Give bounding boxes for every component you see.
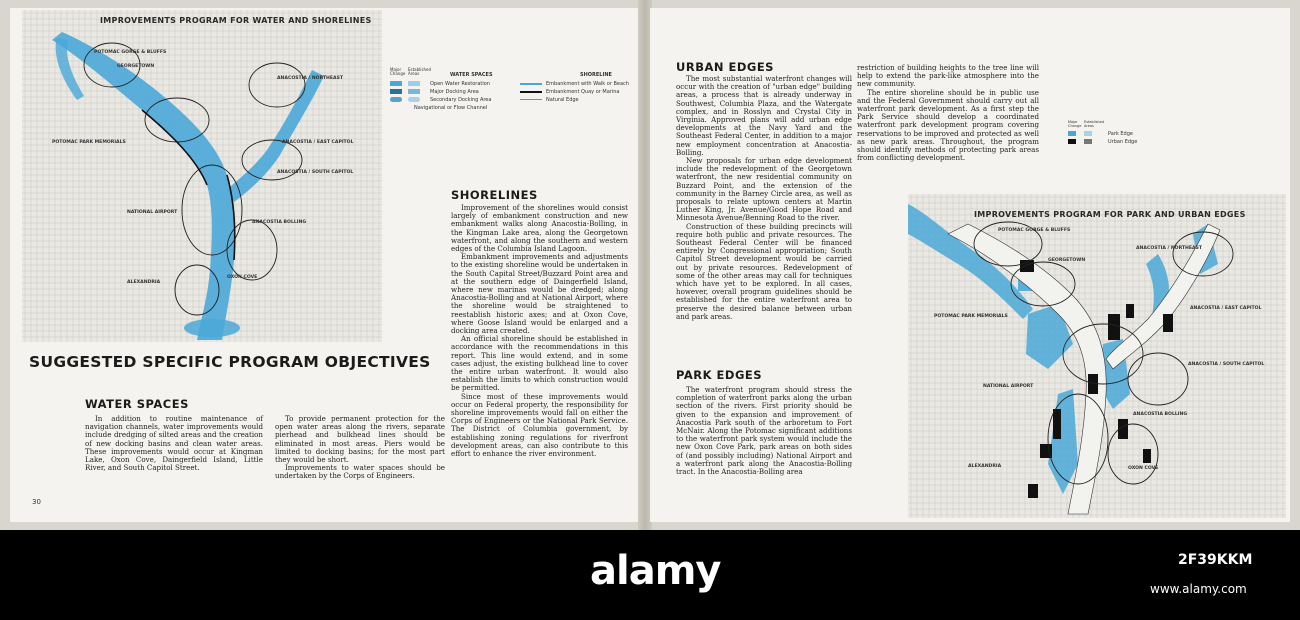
paragraph: The entire shoreline should be in public use and the Federal Government should carry out all waterfront park development. As a first step the Park Service should develop a coordinated waterfront park development program covering reservations to be improved and protected as well as new park areas. Throughout, the program should identify methods of protecting park areas from conflicting development. [857, 87, 1039, 163]
map-label: ANACOSTIA / SOUTH CAPITOL [277, 170, 354, 175]
left-page [10, 8, 640, 522]
map-label: OXON COVE [1128, 466, 1159, 471]
map-label: ANACOSTIA BOLLING [252, 220, 307, 225]
legend-water-item: Navigational or Flow Channel [414, 105, 488, 111]
map-label: NATIONAL AIRPORT [983, 384, 1034, 389]
brand-url: www.alamy.com [1150, 582, 1247, 596]
paragraph: An official shoreline should be established in accordance with the recommendations in this report. This line would extend, and in some cases adjust, the existing bulkhead line to cover the entire urban waterfront. It would also establish the limits to which construction would be permitted. [451, 334, 628, 393]
map-label: POTOMAC PARK MEMORIALS [52, 140, 126, 145]
paragraph: restriction of building heights to the tree line will help to extend the park-like atmosphere into the new community. [857, 63, 1039, 89]
legend-shore-item: Embankment Quay or Marina [546, 89, 620, 95]
legend-swatch [390, 81, 402, 86]
water-map-legend [390, 68, 640, 128]
shorelines-heading: SHORELINES [451, 188, 538, 202]
map-label: ANACOSTIA / NORTHEAST [1136, 246, 1203, 251]
map-label: NATIONAL AIRPORT [127, 210, 178, 215]
paragraph: Improvements to water spaces should be undertaken by the Corps of Engineers. [275, 463, 445, 481]
water-shorelines-map [22, 10, 382, 342]
legend-swatch [408, 89, 420, 94]
legend-line [520, 83, 542, 85]
legend-shore-item: Embankment with Walk or Beach [546, 81, 629, 87]
legend-swatch [1084, 131, 1092, 136]
page-number: 30 [32, 498, 41, 506]
map-label: ANACOSTIA / NORTHEAST [277, 76, 344, 81]
legend-water-item: Secondary Docking Area [430, 97, 492, 103]
legend-swatch [1084, 139, 1092, 144]
legend-line [520, 91, 542, 93]
watermark-band [0, 530, 1300, 620]
legend-swatch [1068, 139, 1076, 144]
map-label: POTOMAC GORGE & BLUFFS [94, 50, 167, 55]
map-label: GEORGETOWN [117, 64, 155, 69]
paragraph: To provide permanent protection for the open water areas along the rivers, separate pierhead and bulkhead lines should be eliminated in most areas. Piers would be limited to docking basins; for the most part they would be short. [275, 414, 445, 465]
paragraph: Embankment improvements and adjustments to the existing shoreline would be undertaken in the South Capital Street/Buzzard Point area and at the southern edge of Daingerfield Island, where new marinas would be dredged; along Anacostia-Bolling and at National Airport, where the shoreline would be straightened to reestablish historic axes; and at Oxon Cove, where Goose Island would be enlarged and a docking area created. [451, 252, 628, 336]
map-label: ANACOSTIA / EAST CAPITOL [282, 140, 354, 145]
legend-col-header: Major Change [1068, 120, 1082, 128]
legend-swatch [408, 97, 420, 102]
legend-swatch [390, 89, 402, 94]
map-label: ALEXANDRIA [127, 280, 161, 285]
park-urban-edges-map [908, 194, 1286, 518]
paragraph: Since most of these improvements would occur on Federal property, the responsibility for shoreline improvements would fall on either the Corps of Engineers or the National Park Service. The District of Columbia government, by establishing zoning regulations for riverfront development areas, can also contribute to this effort to enhance the river environment. [451, 391, 628, 459]
shorelines-text [451, 204, 628, 458]
map-label: POTOMAC GORGE & BLUFFS [998, 228, 1071, 233]
paragraph: In addition to routine maintenance of navigation channels, water improvements would include dredging of silted areas and the creation of new docking basins and clean water areas. These improvements would occur at Kingman Lake, Oxon Cove, Daingerfield Island, Little River, and South Capitol Street. [85, 414, 263, 473]
map-label: ANACOSTIA / EAST CAPITOL [1190, 306, 1262, 311]
legend-water-heading: WATER SPACES [450, 72, 493, 78]
legend-col-header: Established Areas [408, 67, 432, 76]
legend-swatch [1068, 131, 1076, 136]
water-spaces-col1 [85, 415, 263, 472]
map-label: ALEXANDRIA [968, 464, 1002, 469]
park-map-drawing [908, 194, 1286, 518]
program-objectives-heading: SUGGESTED SPECIFIC PROGRAM OBJECTIVES [29, 353, 431, 371]
image-id: 2F39KKM [1178, 552, 1253, 568]
water-spaces-col2 [275, 415, 445, 481]
paragraph: The waterfront program should stress the completion of waterfront parks along the urban section of the rivers. First priority should be given to the expansion and improvement of Anacostia Park south of the arboretum to Fort McNair. Along the Potomac significant additions to the waterfront park system would include the new Oxon Cove Park, park areas on both sides of (and possibly including) National Airport and a waterfront park along the Anacostia-Bolling tract. In the Anacostia-Bolling area [676, 385, 852, 477]
park-urban-legend [1068, 120, 1168, 150]
water-spaces-heading: WATER SPACES [85, 397, 189, 411]
park-edges-text [676, 386, 852, 476]
map-label: ANACOSTIA / SOUTH CAPITOL [1188, 362, 1265, 367]
legend-item: Urban Edge [1108, 139, 1138, 145]
paragraph: The most substantial waterfront changes will occur with the creation of "urban edge" building areas, a process that is already underway in Southwest, Columbia Plaza, and the Watergate complex, and in Rosslyn and Crystal City in Virginia. Approved plans will add urban edge developments at the Navy Yard and the Southeast Federal Center, in addition to a major new employment concentration at Anacostia-Bolling. [676, 74, 852, 157]
brand-logo: alamy [590, 548, 721, 594]
park-edges-heading: PARK EDGES [676, 368, 763, 382]
map-label: GEORGETOWN [1048, 258, 1086, 263]
legend-shore-item: Natural Edge [546, 97, 579, 103]
map-label: ANACOSTIA BOLLING [1133, 412, 1188, 417]
paragraph: Improvement of the shorelines would consist largely of embankment construction and new embankment walks along Anacostia-Bolling, in the Kingman Lake area, along the Georgetown waterfront, and along the southern and western edges of the Columbia Island Lagoon. [451, 203, 628, 254]
legend-item: Park Edge [1108, 131, 1133, 137]
map-label: POTOMAC PARK MEMORIALS [934, 314, 1008, 319]
legend-swatch [408, 81, 420, 86]
map-label: OXON COVE [227, 275, 258, 280]
urban-edges-text [676, 75, 852, 321]
urban-edges-heading: URBAN EDGES [676, 60, 774, 74]
legend-col-header: Established Areas [1084, 120, 1105, 128]
legend-col-header: Major Change [390, 67, 406, 76]
paragraph: New proposals for urban edge development include the redevelopment of the Georgetown waterfront, the new residential community on Buzzard Point, and the extension of the community in the Barney Circle area, as well as proposals to relate uptown centers at Martin Luther King, Jr. Avenue/Good Hope Road and Minnesota Avenue/Benning Road to the river. [676, 156, 852, 223]
paragraph: Construction of these building precincts will require both public and private resources. The Southeast Federal Center will be financed entirely by Congressional appropriation; South Capitol Street development would be carried out by private resources. Redevelopment of some of the other areas may call for techniques which have yet to be explored. In all cases, however, overall program guidelines should be established for the entire waterfront area to preserve the desired balance between urban and park areas. [676, 221, 852, 321]
water-map-drawing [22, 10, 382, 342]
park-edges-continued-text [857, 64, 1039, 162]
legend-water-item: Open Water Restoration [430, 81, 490, 87]
park-map-title: IMPROVEMENTS PROGRAM FOR PARK AND URBAN EDGES [974, 210, 1246, 219]
legend-line [520, 99, 542, 100]
legend-water-item: Major Docking Area [430, 89, 479, 95]
legend-swatch [390, 97, 402, 102]
right-page [650, 8, 1290, 522]
legend-shore-heading: SHORELINE [580, 72, 612, 78]
water-map-title: IMPROVEMENTS PROGRAM FOR WATER AND SHORELINES [100, 16, 372, 25]
